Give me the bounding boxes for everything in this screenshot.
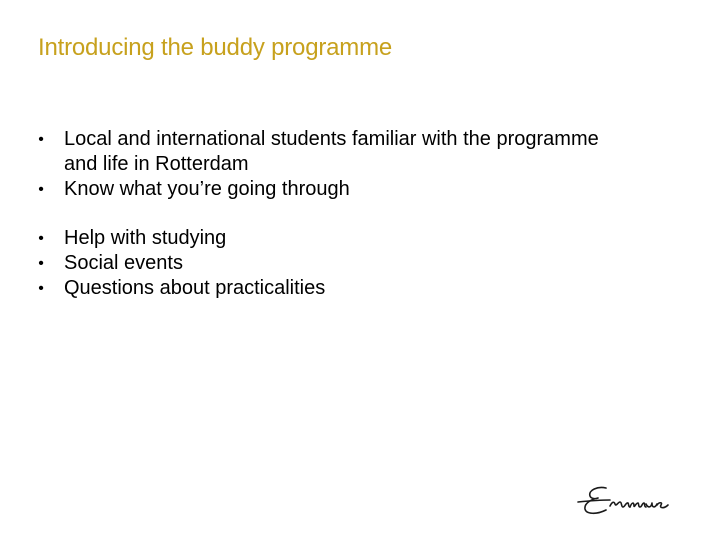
- list-item: [34, 276, 634, 301]
- list-item-text: Local and international students familiar with the programme and life in Rotterdam: [64, 128, 599, 175]
- bullet-dot-icon: •: [38, 230, 44, 247]
- list-item-text: Know what you’re going through: [64, 178, 350, 200]
- bullet-dot-icon: •: [38, 280, 44, 297]
- list-item-text: Social events: [64, 252, 183, 274]
- bullet-group-2: [34, 226, 634, 301]
- slide-title: Introducing the buddy programme: [38, 34, 393, 61]
- bullet-group-1: [34, 127, 634, 202]
- list-item: [34, 226, 634, 251]
- bullet-dot-icon: •: [38, 255, 44, 272]
- list-item: [34, 177, 634, 202]
- list-item-text: Help with studying: [64, 227, 227, 249]
- bullet-list: [34, 127, 634, 301]
- bullet-dot-icon: •: [38, 181, 44, 198]
- erasmus-signature-logo-icon: [576, 482, 684, 518]
- list-item: [34, 251, 634, 276]
- bullet-dot-icon: •: [38, 131, 44, 148]
- list-item: [34, 127, 634, 177]
- list-item-text: Questions about practicalities: [64, 277, 326, 299]
